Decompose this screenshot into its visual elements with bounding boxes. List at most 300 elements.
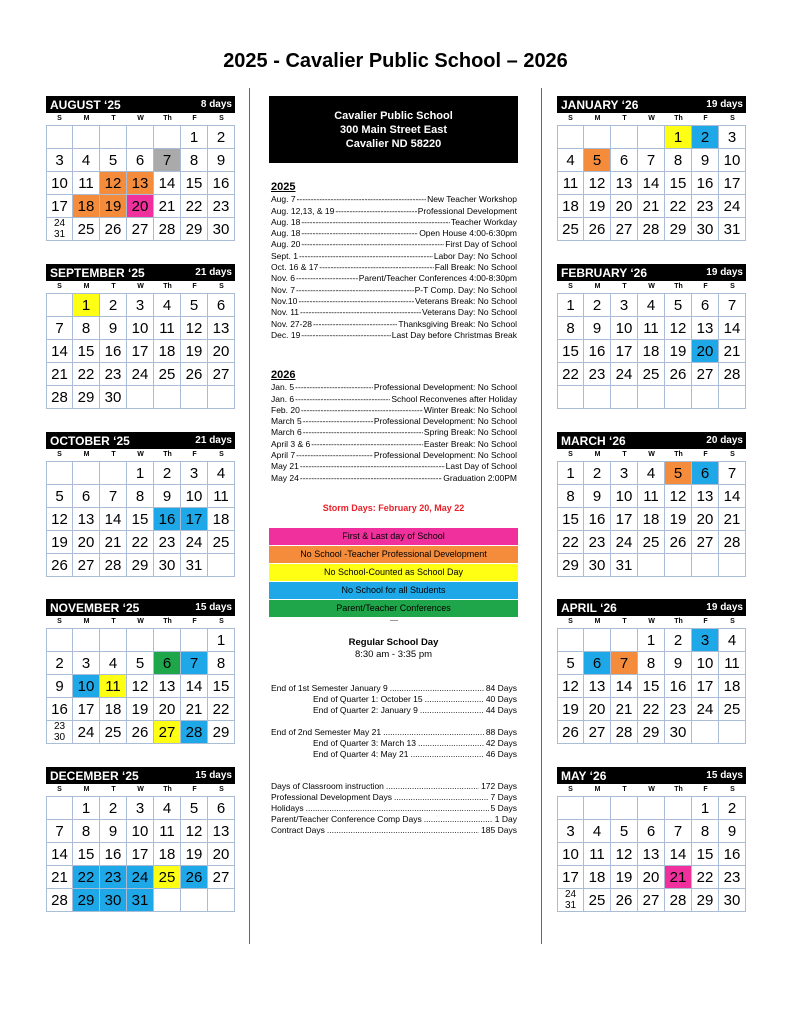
day-cell: 15 [557,340,584,363]
weekday-label: F [192,283,197,290]
weekday-label: F [192,451,197,458]
day-cell: 7 [638,149,665,172]
day-number: 23 [53,721,66,732]
day-cell: 7 [665,820,692,843]
month-header [46,96,235,113]
day-cell: 30 [208,218,235,241]
day-cell: 25 [557,218,584,241]
day-cell: 5 [100,149,127,172]
empty-day-cell [181,629,208,652]
day-cell: 14 [665,843,692,866]
event-row [271,251,517,262]
event-description: First Day of School [445,239,517,250]
leader-dashes [335,206,416,217]
weekday-header [46,113,235,126]
page-title: 2025 - Cavalier Public School – 2026 [223,50,568,72]
event-row [271,228,517,239]
day-number: 31 [53,229,66,240]
day-cell: 9 [584,317,611,340]
event-date: Aug. 12,13, & 19 [271,205,335,216]
event-description: Professional Development: No School [373,450,517,461]
weekday-label: S [730,283,735,290]
day-cell: 19 [665,340,692,363]
month-name: MARCH ‘26 [561,433,626,448]
day-cell: 28 [719,363,746,386]
legend-item: First & Last day of School [269,528,518,545]
day-cell: 7 [154,149,181,172]
event-description: Graduation 2:00PM [443,472,517,483]
month-day-count: 8 days [200,99,232,110]
day-cell: 12 [181,317,208,340]
day-cell: 18 [154,843,181,866]
month-calendar-september [46,264,235,409]
weekday-label: Th [163,451,172,458]
event-description: Parent/Teacher Conferences 4:00-8:30pm [358,273,517,284]
weekday-label: M [83,786,90,793]
weekday-label: F [703,618,708,625]
day-cell: 26 [557,721,584,744]
day-cell: 8 [73,820,100,843]
weekday-label: S [730,451,735,458]
day-cell: 6 [208,797,235,820]
weekday-label: T [622,115,627,122]
event-date: Aug. 18 [271,216,301,227]
weekday-header [557,281,746,294]
day-cell: 13 [127,172,154,195]
weekday-label: M [594,283,601,290]
quarter-4-label: End of Quarter 4: May 21 [313,749,409,759]
month-name: OCTOBER ‘25 [50,433,130,448]
weekday-label: Th [163,115,172,122]
day-cell: 5 [665,462,692,485]
event-row [271,217,517,228]
weekday-label: S [219,115,224,122]
day-grid [557,629,746,744]
day-cell: 17 [181,508,208,531]
weekday-label: S [568,283,573,290]
weekday-header [557,113,746,126]
leader-dots [306,803,489,814]
day-cell: 23 [584,531,611,554]
empty-day-cell [665,797,692,820]
day-cell: 12 [665,317,692,340]
day-cell [46,218,73,241]
month-calendar-august [46,96,235,241]
day-cell: 8 [73,317,100,340]
day-cell: 14 [611,675,638,698]
day-cell: 11 [154,820,181,843]
day-cell: 10 [719,149,746,172]
leader-dashes [301,217,450,228]
month-name: FEBRUARY ‘26 [561,265,648,280]
event-row [271,450,517,461]
day-cell: 14 [46,340,73,363]
day-cell: 18 [638,340,665,363]
weekday-label: F [703,451,708,458]
day-cell: 5 [127,652,154,675]
day-cell: 10 [127,317,154,340]
event-row [271,394,517,405]
day-cell: 25 [719,698,746,721]
weekday-label: M [83,283,90,290]
separator-dash [390,620,398,621]
leader-dashes [300,307,421,318]
empty-day-cell [692,386,719,409]
day-cell: 19 [46,531,73,554]
day-cell: 31 [181,554,208,577]
day-cell: 21 [154,195,181,218]
legend-item: No School for all Students [269,582,518,599]
month-header [557,767,746,784]
day-cell: 17 [692,675,719,698]
day-cell: 26 [181,363,208,386]
day-cell: 14 [638,172,665,195]
day-cell: 25 [208,531,235,554]
day-cell: 20 [692,508,719,531]
day-cell: 27 [127,218,154,241]
day-cell: 7 [181,652,208,675]
day-cell: 24 [127,363,154,386]
day-cell: 12 [584,172,611,195]
month-name: SEPTEMBER ‘25 [50,265,145,280]
weekday-label: S [57,618,62,625]
month-calendar-january [557,96,746,241]
day-cell: 3 [611,462,638,485]
day-cell: 23 [154,531,181,554]
month-name: NOVEMBER ‘25 [50,600,140,615]
weekday-label: M [594,115,601,122]
empty-day-cell [584,126,611,149]
event-date: Jan. 6 [271,393,295,404]
semester-1-row [271,683,517,694]
day-cell: 20 [208,340,235,363]
event-date: Oct. 16 & 17 [271,262,319,273]
day-cell: 27 [208,363,235,386]
year-heading-2026: 2026 [271,369,296,381]
weekday-label: S [219,786,224,793]
day-cell: 9 [584,485,611,508]
day-cell: 26 [584,218,611,241]
leader-dots [424,814,493,825]
weekday-label: T [111,786,116,793]
weekday-label: S [730,115,735,122]
event-description: New Teacher Workshop [427,194,517,205]
event-date: May 24 [271,472,299,483]
day-cell: 18 [638,508,665,531]
day-cell: 10 [557,843,584,866]
day-cell: 17 [127,843,154,866]
regular-day-hours: 8:30 am - 3:35 pm [354,649,433,660]
month-calendar-october [46,432,235,577]
event-description: Teacher Workday [451,216,517,227]
day-cell: 28 [638,218,665,241]
day-cell: 3 [127,797,154,820]
day-cell: 10 [46,172,73,195]
empty-day-cell [557,126,584,149]
quarter-4-row [271,749,517,760]
day-cell: 23 [692,195,719,218]
weekday-label: Th [163,786,172,793]
weekday-label: Th [674,451,683,458]
empty-day-cell [46,294,73,317]
day-cell: 3 [692,629,719,652]
day-cell: 31 [127,889,154,912]
empty-day-cell [611,629,638,652]
day-cell: 9 [100,820,127,843]
day-cell: 9 [719,820,746,843]
day-cell: 17 [719,172,746,195]
day-grid [46,797,235,912]
day-cell: 29 [638,721,665,744]
day-grid [46,126,235,241]
day-cell: 17 [611,508,638,531]
day-cell: 9 [100,317,127,340]
day-cell: 2 [719,797,746,820]
day-cell: 20 [127,195,154,218]
day-cell: 9 [692,149,719,172]
day-cell: 24 [692,698,719,721]
semester-2-days: 88 Days [485,727,517,737]
event-row [271,473,517,484]
day-cell: 4 [154,797,181,820]
month-calendar-february [557,264,746,409]
leader-dashes [303,416,373,427]
day-cell: 16 [719,843,746,866]
event-description: Professional Development: No School [373,382,517,393]
empty-day-cell [638,554,665,577]
day-cell: 5 [557,652,584,675]
event-description: Labor Day: No School [433,250,517,261]
month-header [46,599,235,616]
quarter-3-row [271,738,517,749]
weekday-label: W [137,115,144,122]
event-row [271,439,517,450]
event-date: Sept. 1 [271,250,298,261]
empty-day-cell [208,889,235,912]
day-cell: 7 [719,462,746,485]
month-calendar-april [557,599,746,744]
day-grid [46,462,235,577]
empty-day-cell [100,629,127,652]
day-cell: 15 [127,508,154,531]
day-cell: 18 [719,675,746,698]
leader-dots [386,781,479,792]
day-cell: 13 [692,317,719,340]
total-value: 185 Days [481,825,517,835]
day-cell: 22 [557,363,584,386]
day-cell: 23 [665,698,692,721]
semester-2-row [271,727,517,738]
day-cell: 26 [665,531,692,554]
empty-day-cell [611,797,638,820]
empty-day-cell [665,554,692,577]
event-date: Nov.10 [271,295,298,306]
semester-2-summary [271,727,517,760]
city-state-zip: Cavalier ND 58220 [345,138,442,150]
event-description: Fall Break: No School [434,262,517,273]
day-cell: 16 [100,340,127,363]
event-date: Nov. 7 [271,284,295,295]
month-header [46,432,235,449]
total-label: Days of Classroom instruction [271,781,384,791]
weekday-label: S [219,451,224,458]
weekday-label: W [137,451,144,458]
month-name: MAY ‘26 [561,768,607,783]
events-2026 [271,370,517,484]
day-cell: 8 [181,149,208,172]
quarter-4-days: 46 Days [485,749,517,759]
day-cell: 1 [73,294,100,317]
day-cell: 25 [73,218,100,241]
day-cell: 8 [557,485,584,508]
weekday-label: T [622,451,627,458]
day-cell: 6 [127,149,154,172]
day-cell: 1 [127,462,154,485]
quarter-3-label: End of Quarter 3: March 13 [313,738,416,748]
year-heading-2025: 2025 [271,181,296,193]
day-cell: 3 [557,820,584,843]
weekday-label: Th [674,115,683,122]
day-cell: 14 [719,317,746,340]
leader-dashes [300,461,445,472]
day-cell: 27 [638,889,665,912]
leader-dashes [301,405,423,416]
day-cell: 1 [557,294,584,317]
event-row [271,296,517,307]
event-row [271,194,517,205]
empty-day-cell [73,462,100,485]
day-cell: 30 [719,889,746,912]
day-cell: 30 [100,889,127,912]
day-cell: 31 [719,218,746,241]
day-cell: 25 [638,363,665,386]
month-day-count: 19 days [706,602,743,613]
month-day-count: 15 days [195,602,232,613]
event-description: Spring Break: No School [423,427,517,438]
weekday-header [46,281,235,294]
weekday-header [46,784,235,797]
day-cell: 9 [665,652,692,675]
weekday-label: S [730,786,735,793]
empty-day-cell [692,721,719,744]
day-cell: 20 [154,698,181,721]
event-description: P-T Comp. Day: No School [414,284,517,295]
day-cell: 18 [208,508,235,531]
event-date: March 6 [271,427,302,438]
month-header [557,264,746,281]
total-label: Professional Development Days [271,792,392,802]
day-cell: 2 [46,652,73,675]
event-row [271,285,517,296]
weekday-header [46,449,235,462]
day-cell: 23 [584,363,611,386]
day-cell: 27 [154,721,181,744]
quarter-2-days: 44 Days [485,705,517,715]
event-description: Last Day of School [445,461,517,472]
day-cell: 28 [665,889,692,912]
day-cell: 24 [73,721,100,744]
day-cell: 29 [692,889,719,912]
day-cell: 1 [208,629,235,652]
day-cell: 16 [665,675,692,698]
day-cell: 11 [208,485,235,508]
empty-day-cell [692,554,719,577]
day-cell: 3 [127,294,154,317]
day-cell: 23 [208,195,235,218]
leader-dashes [319,262,434,273]
day-cell: 3 [611,294,638,317]
month-name: JANUARY ‘26 [561,97,639,112]
day-cell: 28 [46,889,73,912]
day-cell: 5 [665,294,692,317]
total-value: 172 Days [481,781,517,791]
total-row [271,792,517,803]
day-cell: 14 [46,843,73,866]
month-calendar-november [46,599,235,744]
day-cell: 15 [692,843,719,866]
day-cell: 8 [208,652,235,675]
event-description: Professional Development [417,205,517,216]
event-row [271,307,517,318]
day-cell: 6 [73,485,100,508]
day-cell: 24 [719,195,746,218]
school-name: Cavalier Public School [334,110,453,122]
weekday-header [557,784,746,797]
event-row [271,461,517,472]
day-cell: 17 [557,866,584,889]
day-cell: 22 [181,195,208,218]
event-date: April 3 & 6 [271,438,311,449]
total-value: 1 Day [494,814,517,824]
event-row [271,273,517,284]
day-cell: 10 [127,820,154,843]
leader-dashes [296,273,358,284]
quarter-1-row [271,694,517,705]
event-row [271,405,517,416]
leader-dots [327,825,479,836]
day-cell: 28 [154,218,181,241]
day-cell: 20 [208,843,235,866]
day-cell: 10 [611,317,638,340]
day-cell: 27 [584,721,611,744]
day-cell: 19 [557,698,584,721]
day-cell: 16 [154,508,181,531]
weekday-label: S [730,618,735,625]
day-cell: 12 [557,675,584,698]
event-description: Veterans Day: No School [422,307,517,318]
day-cell: 15 [181,172,208,195]
day-cell: 11 [638,485,665,508]
day-cell: 12 [611,843,638,866]
day-cell: 22 [665,195,692,218]
event-row [271,330,517,341]
day-cell: 3 [719,126,746,149]
day-cell: 17 [73,698,100,721]
day-cell: 10 [611,485,638,508]
day-cell: 20 [584,698,611,721]
weekday-label: M [594,451,601,458]
day-number: 24 [53,218,66,229]
day-cell: 8 [557,317,584,340]
empty-day-cell [665,386,692,409]
weekday-label: W [137,618,144,625]
day-cell [46,721,73,744]
day-cell: 12 [665,485,692,508]
month-day-count: 15 days [706,770,743,781]
day-cell: 4 [154,294,181,317]
day-cell: 6 [638,820,665,843]
event-date: Aug. 18 [271,228,301,239]
